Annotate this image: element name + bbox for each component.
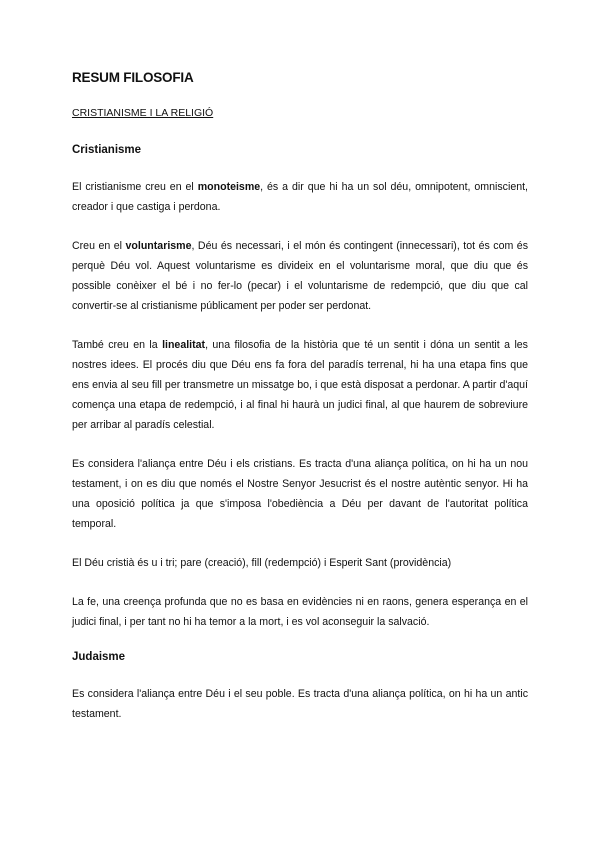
paragraph-text: , és a dir que hi ha un sol déu, omnipotent, omniscient, creador i que castiga i perdona.	[72, 181, 528, 213]
paragraph-text: També creu en la	[72, 339, 163, 351]
paragraph-keyword: monoteisme	[197, 181, 261, 193]
paragraph-text: Creu en el	[72, 240, 126, 252]
paragraph-text: Es considera l'aliança entre Déu i els cristians. Es tracta d'una aliança política, on hi ha un nou testament, i on es diu que només el Nostre Senyor Jesucrist és el nostre autèntic senyor. Hi ha una oposició política ja que s'imposa l'obediència a Déu per davant de l'autoritat política temporal.	[72, 458, 528, 530]
document-title: RESUM FILOSOFIA	[72, 70, 194, 85]
paragraph-fe	[72, 592, 528, 632]
paragraph-text: , una filosofia de la història que té un sentit i dóna un sentit a les nostres idees. El procés diu que Déu ens fa fora del paradís terrenal, hi ha una etapa fins que ens envia al seu fill per transmetre un missatge bo, i que està disposat a perdonar. A partir d'aquí comença una etapa de redempció, i al final hi haurà un judici final, al que haurem de sobreviure per arribar al paradís celestial.	[72, 339, 528, 431]
paragraph-keyword: voluntarisme	[125, 240, 192, 252]
section-title: CRISTIANISME I LA RELIGIÓ	[72, 107, 214, 119]
subsection-heading-cristianisme: Cristianisme	[72, 144, 142, 156]
paragraph-voluntarisme	[72, 236, 528, 316]
paragraph-deu-trinitat	[72, 553, 528, 573]
paragraph-keyword: linealitat	[162, 339, 206, 351]
paragraph-text: Es considera l'aliança entre Déu i el seu poble. Es tracta d'una aliança política, on hi ha un antic testament.	[72, 688, 528, 720]
paragraph-text: El cristianisme creu en el	[72, 181, 198, 193]
paragraph-text: El Déu cristià és u i tri; pare (creació), fill (redempció) i Esperit Sant (providència)	[72, 557, 452, 569]
paragraph-text: La fe, una creença profunda que no es basa en evidències ni en raons, genera esperança en el judici final, i per tant no hi ha temor a la mort, i es vol aconseguir la salvació.	[72, 596, 528, 628]
paragraph-text: , Déu és necessari, i el món és contingent (innecessari), tot és com és perquè Déu vol. Aquest voluntarisme es divideix en el voluntarisme moral, que diu que és possible conèixer el bé i no fer-lo (pecar) i el voluntarisme de redempció, que diu que cal convertir-se al cristianisme públicament per poder ser perdonat.	[72, 240, 528, 312]
subsection-heading-judaisme: Judaisme	[72, 651, 126, 663]
document-content	[72, 70, 528, 743]
paragraph-linealitat	[72, 335, 528, 435]
paragraph-alianca-poble	[72, 684, 528, 724]
paragraph-alianca-cristians	[72, 454, 528, 534]
paragraph-monoteisme	[72, 177, 528, 217]
